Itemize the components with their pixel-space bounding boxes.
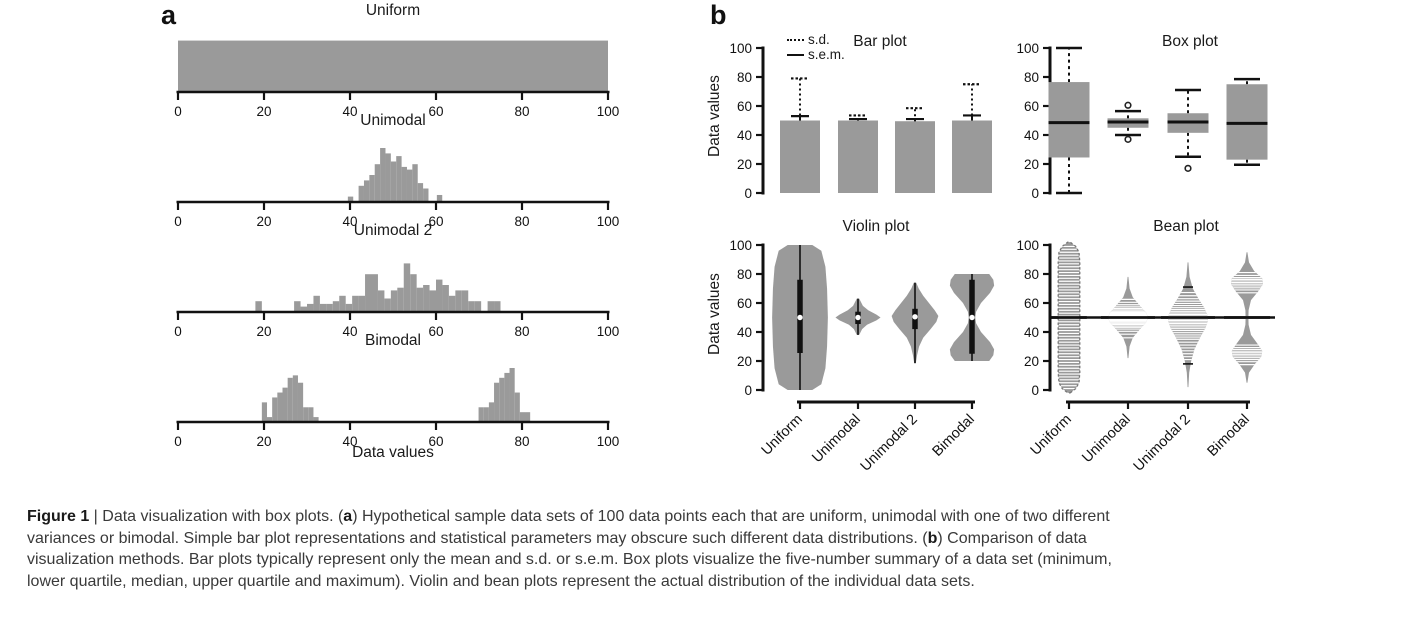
- svg-text:0: 0: [1031, 185, 1039, 201]
- svg-text:Uniform: Uniform: [1027, 411, 1075, 459]
- svg-text:20: 20: [1023, 156, 1039, 172]
- svg-text:80: 80: [1023, 266, 1039, 282]
- svg-text:Unimodal: Unimodal: [809, 411, 864, 467]
- svg-text:40: 40: [1023, 127, 1039, 143]
- panel-a-xaxis-label: Data values: [352, 444, 434, 461]
- svg-text:0: 0: [174, 434, 182, 449]
- svg-text:0: 0: [1031, 382, 1039, 398]
- svg-text:0: 0: [744, 185, 752, 201]
- violin-plot-title: Violin plot: [842, 218, 910, 235]
- histogram-uniform-title: Uniform: [365, 2, 421, 19]
- svg-text:Bimodal: Bimodal: [929, 411, 978, 460]
- histogram-bimodal-title: Bimodal: [365, 332, 421, 349]
- svg-text:100: 100: [596, 104, 620, 119]
- svg-text:20: 20: [256, 434, 272, 449]
- svg-text:20: 20: [736, 353, 752, 369]
- panel-a-label: a: [161, 0, 177, 30]
- legend-sd: s.d.: [787, 32, 845, 47]
- svg-text:60: 60: [736, 295, 752, 311]
- svg-text:0: 0: [744, 382, 752, 398]
- svg-text:40: 40: [342, 434, 358, 449]
- box-plot: [1013, 30, 1313, 240]
- svg-text:80: 80: [514, 434, 530, 449]
- svg-text:100: 100: [596, 214, 620, 229]
- svg-text:60: 60: [1023, 98, 1039, 114]
- svg-text:Uniform: Uniform: [758, 411, 806, 459]
- histogram-uniform-plot: [158, 28, 628, 124]
- svg-text:80: 80: [736, 69, 752, 85]
- histogram-bimodal: [158, 332, 628, 459]
- panel-b-label: b: [710, 0, 727, 30]
- svg-text:60: 60: [428, 104, 444, 119]
- svg-text:80: 80: [736, 266, 752, 282]
- svg-text:80: 80: [514, 324, 530, 339]
- histogram-unimodal: [158, 112, 628, 239]
- svg-text:100: 100: [596, 434, 620, 449]
- box-plot-title: Box plot: [1161, 33, 1218, 50]
- histogram-uniform: [158, 2, 628, 129]
- svg-text:40: 40: [736, 127, 752, 143]
- svg-text:100: 100: [1016, 40, 1039, 56]
- svg-text:Unimodal 2: Unimodal 2: [1130, 411, 1194, 475]
- svg-text:60: 60: [428, 434, 444, 449]
- svg-text:Bimodal: Bimodal: [1204, 411, 1253, 460]
- svg-text:Unimodal 2: Unimodal 2: [857, 411, 921, 475]
- svg-text:0: 0: [174, 324, 182, 339]
- violin-plot-ylabel: Data values: [706, 273, 723, 355]
- svg-text:60: 60: [428, 324, 444, 339]
- bar-plot: [726, 30, 1018, 240]
- svg-text:20: 20: [1023, 353, 1039, 369]
- figure-caption: Figure 1 | Data visualization with box plots. (a) Hypothetical sample data sets of 100 data points each that are uniform, unimodal with one of two different variances or bimodal. Simple bar plot representations and statistical parameters may obscure such different data distributions. (b) Comparison of data visualization methods. Bar plots typically represent only the mean and s.d. or s.e.m. Box plots visualize the five-number summary of a data set (minimum, lower quartile, median, upper quartile and maximum). Violin and bean plots represent the actual distribution of the individual data sets.: [27, 508, 1112, 590]
- histogram-bimodal-plot: [158, 358, 628, 454]
- bean-plot-title: Bean plot: [1153, 218, 1219, 235]
- svg-text:0: 0: [174, 104, 182, 119]
- bar-plot-title: Bar plot: [853, 33, 907, 50]
- svg-text:80: 80: [514, 214, 530, 229]
- svg-text:20: 20: [256, 324, 272, 339]
- svg-text:60: 60: [1023, 295, 1039, 311]
- svg-text:100: 100: [729, 237, 752, 253]
- svg-text:40: 40: [342, 214, 358, 229]
- histogram-unimodal-2-title: Unimodal 2: [353, 222, 433, 239]
- svg-text:0: 0: [174, 214, 182, 229]
- svg-text:40: 40: [736, 324, 752, 340]
- svg-text:100: 100: [596, 324, 620, 339]
- svg-text:60: 60: [428, 214, 444, 229]
- bar-plot-ylabel: Data values: [706, 75, 723, 157]
- legend-sem: s.e.m.: [787, 47, 845, 62]
- histogram-unimodal-title: Unimodal: [360, 112, 426, 129]
- svg-text:80: 80: [514, 104, 530, 119]
- svg-text:100: 100: [729, 40, 752, 56]
- svg-text:100: 100: [1016, 237, 1039, 253]
- histogram-unimodal-2-plot: [158, 248, 628, 344]
- bean-plot: [1013, 228, 1313, 490]
- svg-text:20: 20: [736, 156, 752, 172]
- svg-text:60: 60: [736, 98, 752, 114]
- histogram-unimodal-plot: [158, 138, 628, 234]
- svg-text:40: 40: [1023, 324, 1039, 340]
- violin-plot: [726, 228, 1018, 490]
- svg-text:Unimodal: Unimodal: [1079, 411, 1134, 467]
- svg-text:20: 20: [256, 214, 272, 229]
- svg-text:20: 20: [256, 104, 272, 119]
- histogram-unimodal-2: [158, 222, 628, 349]
- svg-text:80: 80: [1023, 69, 1039, 85]
- svg-text:40: 40: [342, 104, 358, 119]
- svg-text:40: 40: [342, 324, 358, 339]
